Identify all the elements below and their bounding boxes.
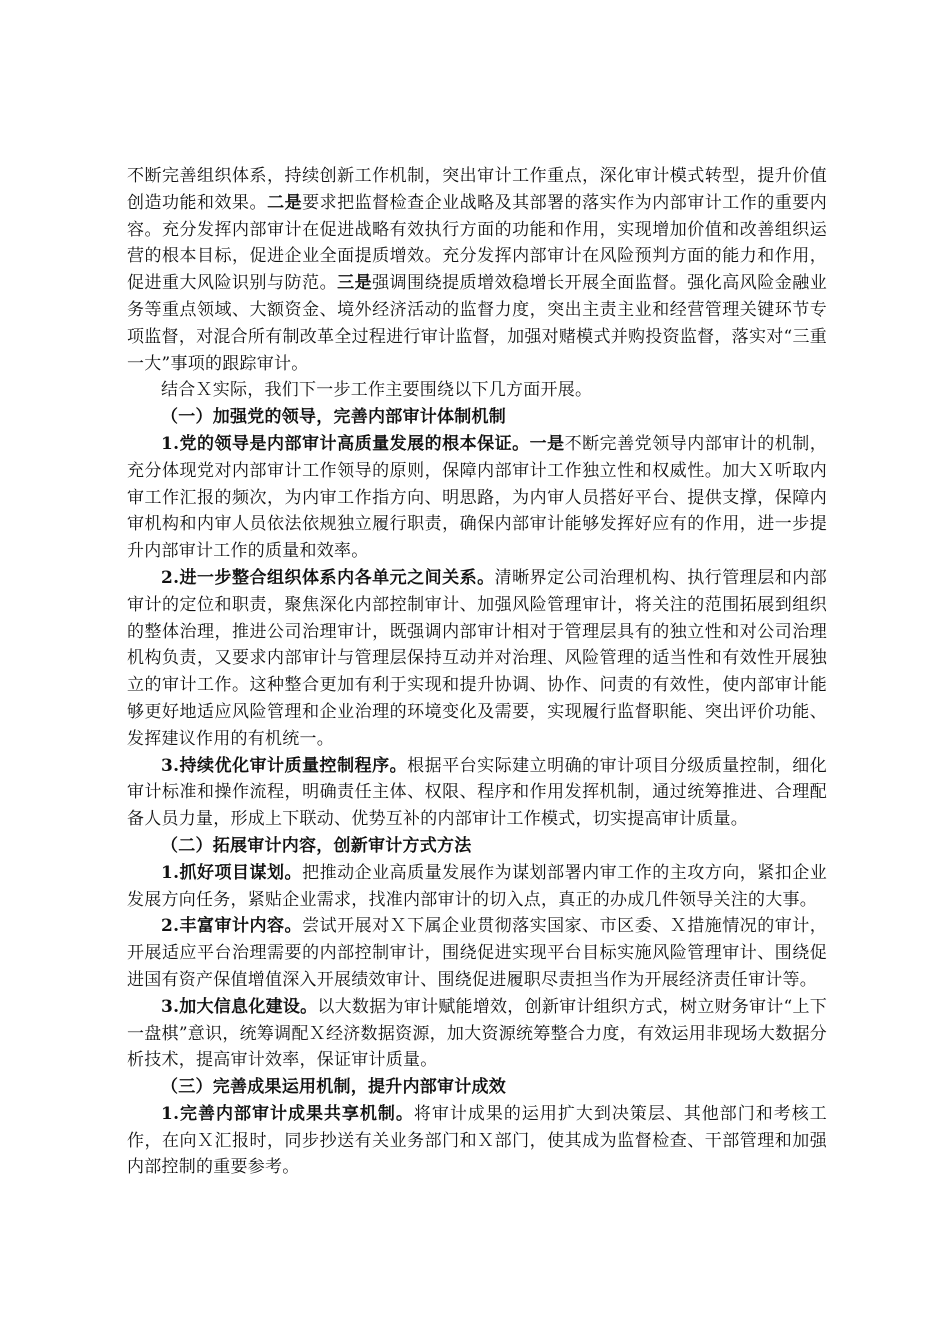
paragraph xyxy=(127,994,827,1074)
section-heading: （一）加强党的领导，完善内部审计体制机制 xyxy=(161,407,506,428)
paragraph-lead: 一是 xyxy=(529,433,565,454)
paragraph-lead: 2.丰富审计内容。 xyxy=(161,916,303,937)
paragraph-text: 尝试开展对Ｘ下属企业贯彻落实国家、市区委、Ｘ措施情况的审计，开展适应平台治理需要的内部控制审计，围绕促进实现平台目标实施风险管理审计、围绕促进国有资产保值增值深入开展绩效审计、围绕促进履职尽责担当作为开展经济责任审计等。 xyxy=(127,916,828,990)
paragraph-text: 把推动企业高质量发展作为谋划部署内审工作的主攻方向，紧扣企业发展方向任务，紧贴企业需求，找准内部审计的切入点，真正的办成几件领导关注的大事。 xyxy=(127,862,828,910)
paragraph-lead: 3.加大信息化建设。 xyxy=(161,996,318,1017)
paragraph xyxy=(127,860,827,914)
document-body xyxy=(127,163,827,1181)
paragraph-lead: 1.抓好项目谋划。 xyxy=(161,862,303,883)
paragraph xyxy=(127,913,827,993)
paragraph xyxy=(127,163,827,377)
paragraph-lead: 三是 xyxy=(337,273,373,294)
paragraph-text: 清晰界定公司治理机构、执行管理层和内部审计的定位和职责，聚焦深化内部控制审计、加强风险管理审计，将关注的范围拓展到组织的整体治理，推进公司治理审计，既强调内部审计相对于管理层具有的独立性和对公司治理机构负责，又要求内部审计与管理层保持互动并对治理、风险管理的适当性和有效性开展独立的审计工作。这种整合更加有利于实现和提升协调、协作、问责的有效性，使内部审计能够更好地适应风险管理和企业治理的环境变化及需要，实现履行监督职能、突出评价功能、发挥建议作用的有机统一。 xyxy=(127,567,827,749)
paragraph xyxy=(127,431,827,565)
paragraph-text: 不断完善党领导内部审计的机制，充分体现党对内部审计工作领导的原则，保障内部审计工作独立性和权威性。加大Ｘ听取内审工作汇报的频次，为内审工作指方向、明思路，为内审人员搭好平台、提供支撑，保障内审机构和内审人员依法依规独立履行职责，确保内部审计能够发挥好应有的作用，进一步提升内部审计工作的质量和效率。 xyxy=(127,433,828,562)
paragraph-lead: 2.进一步整合组织体系内各单元之间关系。 xyxy=(161,567,495,588)
section-heading: （三）完善成果运用机制，提升内部审计成效 xyxy=(161,1077,506,1098)
paragraph-lead: 二是 xyxy=(267,192,303,213)
paragraph-lead: 1.党的领导是内部审计高质量发展的根本保证。 xyxy=(161,433,530,454)
paragraph-text: 以大数据为审计赋能增效，创新审计组织方式，树立财务审计“上下一盘棋”意识，统筹调配Ｘ经济数据资源，加大资源统筹整合力度，有效运用非现场大数据分析技术，提高审计效率，保证审计质量。 xyxy=(127,996,827,1071)
paragraph-lead: 1.完善内部审计成果共享机制。 xyxy=(161,1103,414,1124)
paragraph-text: 根据平台实际建立明确的审计项目分级质量控制，细化审计标准和操作流程，明确责任主体、权限、程序和作用发挥机制，通过统筹推进、合理配备人员力量，形成上下联动、优势互补的内部审计工作模式，切实提高审计质量。 xyxy=(127,755,827,830)
paragraph-lead: 3.持续优化审计质量控制程序。 xyxy=(161,755,408,776)
paragraph-text: 不断完善组织体系，持续创新工作机制，突出审计工作重点，深化审计模式转型，提升价值创造功能和效果。 xyxy=(127,166,827,213)
paragraph xyxy=(127,565,827,753)
paragraph xyxy=(127,753,827,833)
paragraph: 结合Ｘ实际，我们下一步工作主要围绕以下几方面开展。 xyxy=(161,380,593,401)
paragraph-text: 要求把监督检查企业战略及其部署的落实作为内部审计工作的重要内容。充分发挥内部审计在促进战略有效执行方面的功能和作用，实现增加价值和改善组织运营的根本目标，促进企业全面提质增效。充分发挥内部审计在风险预判方面的能力和作用，促进重大风险识别与防范。 xyxy=(127,192,828,294)
paragraph-text: 将审计成果的运用扩大到决策层、其他部门和考核工作，在向Ｘ汇报时，同步抄送有关业务部门和Ｘ部门，使其成为监督检查、干部管理和加强内部控制的重要参考。 xyxy=(127,1103,828,1178)
section-heading: （二）拓展审计内容，创新审计方式方法 xyxy=(161,835,472,856)
paragraph-text: 强调围绕提质增效稳增长开展全面监督。强化高风险金融业务等重点领域、大额资金、境外经济活动的监督力度，突出主责主业和经营管理关键环节专项监督，对混合所有制改革全过程进行审计监督，加强对赌模式并购投资监督，落实对“三重一大”事项的跟踪审计。 xyxy=(127,273,828,374)
paragraph xyxy=(127,1101,827,1181)
